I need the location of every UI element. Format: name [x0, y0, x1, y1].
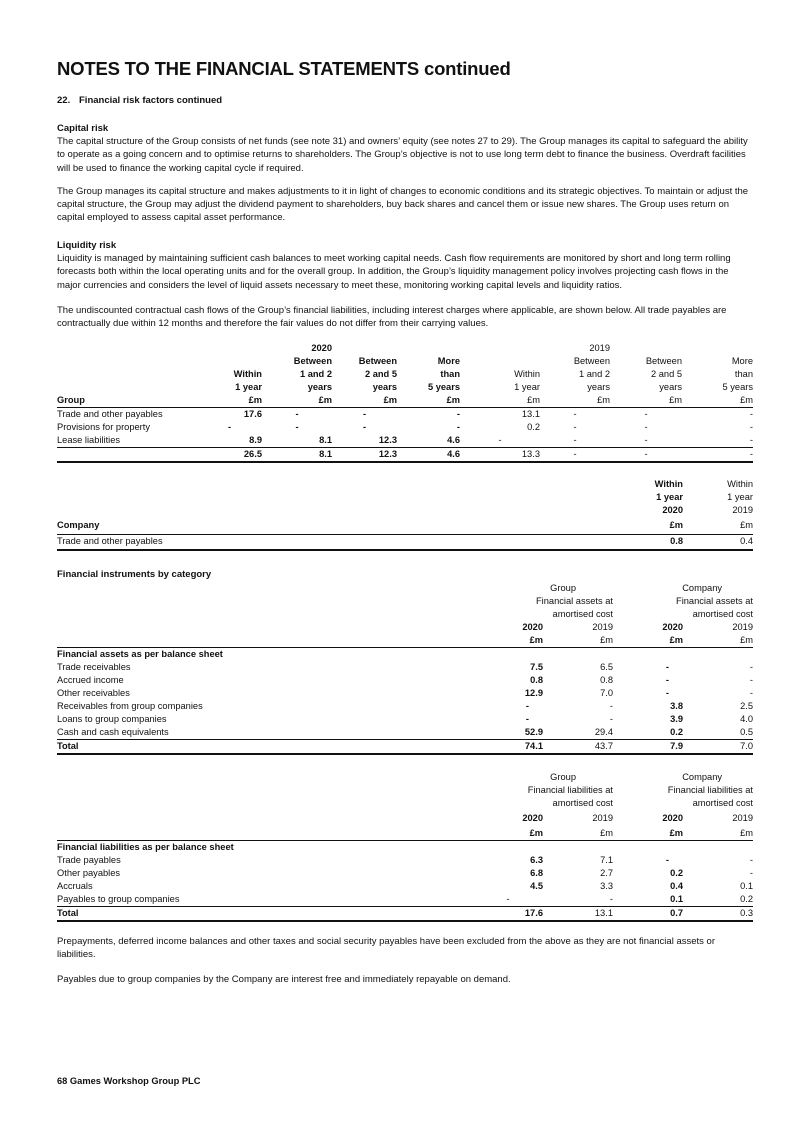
cell: 12.3 [332, 434, 397, 448]
header-cell: Between [358, 356, 397, 366]
table-row [57, 674, 753, 687]
cell: - [362, 422, 367, 432]
table-row [57, 726, 753, 740]
cell: 0.8 [530, 675, 543, 685]
unit-cell: £m [613, 517, 683, 534]
cell: - [644, 422, 648, 432]
header-year-2020: 2020 [662, 813, 683, 823]
table-row [57, 434, 753, 448]
header-year-2020: 2020 [522, 813, 543, 823]
row-label: Trade and other payables [57, 534, 613, 550]
liquidity-risk-heading: Liquidity risk [57, 240, 117, 251]
group-liquidity-table [57, 342, 753, 463]
cell: 13.1 [521, 409, 540, 419]
liquidity-risk-paragraph-2: The undiscounted contractual cash flows of the Group’s financial liabilities, including interest charges where applicable, are shown below. All trade payables are contractually due within 12 months and therefore the fair values do not differ from their carrying values. [57, 305, 727, 330]
cell: - [362, 409, 367, 419]
cell: 74.1 [473, 740, 543, 755]
header-cell: amortised cost [692, 798, 754, 808]
header-year-2019: 2019 [732, 813, 754, 823]
header-cell: 1 year [656, 492, 683, 502]
cell: 0.2 [527, 422, 540, 432]
cell: 7.0 [683, 740, 753, 755]
section-heading [57, 95, 222, 106]
row-label: Loans to group companies [57, 714, 167, 724]
table-row [57, 408, 753, 422]
cell: 3.8 [670, 701, 683, 711]
header-cell: Within [727, 479, 753, 489]
table-row [57, 867, 753, 880]
unit-cell: £m [683, 827, 753, 841]
unit-cell: £m [543, 634, 613, 648]
header-cell: years [372, 382, 397, 392]
header-cell: Within [514, 369, 540, 379]
financial-liabilities-table [57, 771, 753, 922]
cell: 43.7 [543, 740, 613, 755]
cell: - [682, 434, 753, 448]
cell: - [665, 688, 669, 698]
header-cell: years [659, 382, 682, 392]
table-row [57, 421, 753, 434]
cell: - [456, 422, 460, 432]
cell: 0.5 [683, 726, 753, 740]
note-paragraph-2: Payables due to group companies by the Company are interest free and immediately repayable on demand. [57, 974, 511, 985]
cell: 0.7 [613, 907, 683, 922]
cell: 0.2 [613, 726, 683, 740]
header-cell: Within [654, 479, 683, 489]
header-cell: amortised cost [552, 798, 613, 808]
unit-cell: £m [683, 517, 753, 534]
cell: 6.3 [530, 855, 543, 865]
company-liquidity-table [57, 478, 753, 551]
header-cell: 5 years [427, 382, 460, 392]
financial-assets-table [57, 582, 753, 755]
cell: 0.1 [613, 893, 683, 907]
row-label: Payables to group companies [57, 893, 473, 907]
liquidity-risk-block [57, 239, 753, 292]
cell: 4.5 [530, 881, 543, 891]
header-cell: than [440, 369, 460, 379]
row-label: Total [57, 907, 473, 922]
cell: 0.2 [670, 868, 683, 878]
cell: - [610, 434, 682, 448]
header-cell: Financial liabilities at [667, 785, 754, 795]
header-cell: years [307, 382, 332, 392]
cell: - [665, 662, 669, 672]
header-cell: 1 year [514, 382, 540, 392]
cell: - [610, 448, 682, 463]
capital-risk-paragraph-1: The capital structure of the Group consists of net funds (see note 31) and owners’ equity (see notes 27 to 29). The Group manages its capital to safeguard the ability to operate as a going concern and to optimise returns to shareholders. The Group’s objective is not to use long term debt to finance the business. Overdraft facilities will be used to finance the working capital cycle if required. [57, 136, 748, 174]
cell: - [573, 409, 577, 419]
cell: 8.1 [262, 434, 332, 448]
cell: 13.3 [460, 448, 540, 463]
header-year-2020: 2020 [662, 505, 683, 515]
section-number: 22. [57, 95, 71, 106]
header-year-2020: 2020 [522, 622, 543, 632]
capital-risk-block [57, 122, 753, 175]
cell: 8.9 [197, 434, 262, 448]
header-year-2019: 2019 [589, 343, 610, 353]
capital-risk-heading: Capital risk [57, 123, 109, 134]
unit-cell: £m [332, 394, 397, 408]
header-cell: Between [573, 356, 610, 366]
header-cell: Financial assets at [536, 596, 613, 606]
cell: - [540, 448, 610, 463]
header-cell: Between [293, 356, 332, 366]
liquidity-risk-paragraph-1: Liquidity is managed by maintaining sufficient cash balances to meet working capital needs. Cash flow requirements are monitored by short and long term rolling forecasts both within the local operating units and for the overall group. In addition, the Group’s liquidity management policy involves projecting cash flows in the major currencies and considers the level of liquid assets necessary to meet these, monitoring working capital levels and liquidity ratios. [57, 253, 731, 291]
cell: 4.6 [397, 434, 460, 448]
table-row [57, 854, 753, 867]
page-title: NOTES TO THE FINANCIAL STATEMENTS continued [57, 58, 511, 79]
page-footer: 68 Games Workshop Group PLC [57, 1076, 201, 1086]
cell: 0.2 [683, 893, 753, 907]
header-cell: Financial liabilities at [527, 785, 613, 795]
cell: - [749, 868, 754, 878]
company-header: Company [682, 772, 723, 782]
cell: - [543, 893, 613, 907]
cell: - [540, 434, 610, 448]
cell: - [665, 855, 669, 865]
cell: - [227, 422, 232, 432]
cell: 7.9 [613, 740, 683, 755]
group-header: Group [550, 583, 576, 593]
header-cell: 1 and 2 [299, 369, 332, 379]
cell: - [573, 422, 577, 432]
header-cell: 2 and 5 [364, 369, 397, 379]
cell: 29.4 [543, 726, 613, 740]
table-row [57, 713, 753, 726]
cell: 2.7 [600, 868, 613, 878]
unit-cell: £m [682, 394, 753, 408]
table-row [57, 880, 753, 893]
header-cell: 1 and 2 [578, 369, 610, 379]
company-header: Company [682, 583, 723, 593]
total-row [57, 448, 753, 463]
header-cell: Within [233, 369, 262, 379]
row-label: Other receivables [57, 688, 130, 698]
header-cell: 5 years [722, 382, 753, 392]
cell: 17.6 [243, 409, 262, 419]
cell: - [295, 409, 299, 419]
cell: - [749, 675, 754, 685]
cell: 3.9 [670, 714, 683, 724]
header-cell: Financial assets at [676, 596, 754, 606]
row-label: Total [57, 740, 473, 755]
cell: 0.1 [740, 881, 754, 891]
cell: - [749, 662, 754, 672]
row-label: Receivables from group companies [57, 701, 203, 711]
cell: 6.5 [600, 662, 613, 672]
table-row [57, 700, 753, 713]
header-year-2019: 2019 [592, 813, 613, 823]
section-title: Financial risk factors continued [79, 95, 223, 106]
cell: 7.5 [530, 662, 543, 672]
cell: - [749, 422, 753, 432]
header-year-2020: 2020 [311, 343, 332, 353]
cell: - [682, 448, 753, 463]
cell: 4.6 [397, 448, 460, 463]
cell: 0.4 [683, 534, 753, 550]
cell: - [473, 893, 543, 907]
cell: - [749, 855, 754, 865]
cell: 7.1 [600, 855, 613, 865]
unit-cell: £m [610, 394, 682, 408]
capital-risk-paragraph-2: The Group manages its capital structure and makes adjustments to it in light of changes to economic conditions and its strategic objectives. To maintain or adjust the capital structure, the Group may adjust the dividend payment to shareholders, buy back shares and cancel them or issue new shares. The Group uses return on capital employed to assess capital asset performance. [57, 186, 749, 224]
cell: - [609, 701, 613, 711]
cell: 4.0 [740, 714, 754, 724]
total-row [57, 740, 753, 755]
fin-instruments-heading: Financial instruments by category [57, 569, 212, 580]
header-year-2019: 2019 [732, 505, 753, 515]
header-cell: 1 year [235, 382, 262, 392]
header-cell: More [731, 356, 753, 366]
group-header: Group [550, 772, 576, 782]
cell: 8.1 [262, 448, 332, 463]
header-year-2020: 2020 [662, 622, 683, 632]
liabilities-section-header: Financial liabilities as per balance sheet [57, 842, 234, 852]
cell: 3.3 [600, 881, 613, 891]
header-cell: than [734, 369, 753, 379]
row-label-header: Company [57, 517, 613, 534]
unit-cell: £m [197, 394, 262, 408]
cell: 0.4 [670, 881, 683, 891]
assets-section-header: Financial assets as per balance sheet [57, 649, 223, 659]
cell: - [525, 701, 529, 711]
row-label: Trade payables [57, 855, 121, 865]
row-label: Lease liabilities [57, 434, 197, 448]
unit-cell: £m [540, 394, 610, 408]
unit-cell: £m [397, 394, 460, 408]
cell: 52.9 [473, 726, 543, 740]
row-label: Cash and cash equivalents [57, 726, 473, 740]
cell: 12.3 [332, 448, 397, 463]
cell: 0.8 [600, 675, 613, 685]
cell: 7.0 [600, 688, 613, 698]
cell: - [749, 688, 754, 698]
cell: - [609, 714, 613, 724]
header-year-2019: 2019 [592, 622, 613, 632]
row-label: Accrued income [57, 675, 124, 685]
header-cell: amortised cost [552, 609, 613, 619]
unit-cell: £m [262, 394, 332, 408]
cell: 2.5 [740, 701, 754, 711]
unit-cell: £m [683, 634, 753, 648]
cell: - [749, 409, 753, 419]
table-row [57, 661, 753, 674]
total-row [57, 907, 753, 922]
header-cell: amortised cost [692, 609, 754, 619]
header-cell: 2 and 5 [650, 369, 682, 379]
row-label-header: Group [57, 394, 197, 408]
row-label: Trade and other payables [57, 409, 163, 419]
header-cell: Between [645, 356, 682, 366]
cell: - [295, 422, 299, 432]
cell: - [456, 409, 460, 419]
cell: 0.8 [613, 534, 683, 550]
cell: - [460, 434, 540, 448]
cell: 13.1 [543, 907, 613, 922]
cell: 12.9 [524, 688, 543, 698]
unit-cell: £m [473, 827, 543, 841]
unit-cell: £m [613, 634, 683, 648]
table-row [57, 893, 753, 907]
cell: - [665, 675, 669, 685]
unit-cell: £m [543, 827, 613, 841]
table-row [57, 534, 753, 550]
cell: 6.8 [530, 868, 543, 878]
header-cell: More [437, 356, 460, 366]
note-paragraph-1: Prepayments, deferred income balances and other taxes and social security payables have been excluded from the above as they are not financial assets or liabilities. [57, 936, 715, 961]
unit-cell: £m [473, 634, 543, 648]
cell: 26.5 [197, 448, 262, 463]
row-label: Accruals [57, 881, 93, 891]
cell: - [525, 714, 529, 724]
header-year-2019: 2019 [732, 622, 754, 632]
cell: 0.3 [683, 907, 753, 922]
row-label: Trade receivables [57, 662, 131, 672]
unit-cell: £m [460, 394, 540, 408]
row-label: Other payables [57, 868, 121, 878]
row-label: Provisions for property [57, 422, 151, 432]
unit-cell: £m [613, 827, 683, 841]
table-row [57, 687, 753, 700]
cell: - [644, 409, 648, 419]
header-cell: years [587, 382, 610, 392]
cell: 17.6 [473, 907, 543, 922]
header-cell: 1 year [727, 492, 753, 502]
